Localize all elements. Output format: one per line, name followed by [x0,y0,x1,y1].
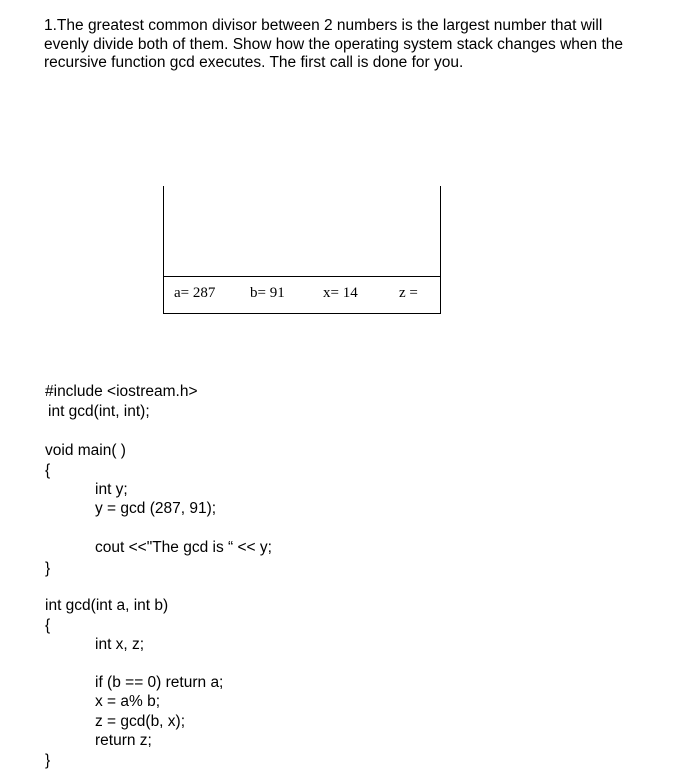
code-main-call: y = gcd (287, 91); [95,500,217,517]
code-gcd-declaration: int x, z; [95,636,145,653]
stack-diagram [163,186,441,314]
code-gcd-signature: int gcd(int a, int b) [45,597,169,614]
code-include: #include <iostream.h> [45,383,198,400]
question-line-2: evenly divide both of them. Show how the operating system stack changes when the [44,35,624,53]
code-gcd-mod: x = a% b; [95,693,161,710]
code-gcd-return: return z; [95,732,152,749]
code-main-declaration: int y; [95,481,128,498]
stack-frame-first-call [163,276,441,314]
stack-value-b: b= 91 [250,285,285,301]
stack-value-x: x= 14 [323,285,358,301]
question-line-3: recursive function gcd executes. The first call is done for you. [44,54,464,71]
stack-value-z: z = [399,285,418,301]
code-main-signature: void main( ) [45,442,126,459]
question-line-1: 1.The greatest common divisor between 2 numbers is the largest number that will [44,17,603,34]
stack-value-a: a= 287 [174,285,216,301]
code-gcd-close-brace: } [45,752,51,769]
code-gcd-recursive-call: z = gcd(b, x); [95,713,186,730]
code-main-open-brace: { [45,462,51,479]
code-gcd-open-brace: { [45,617,51,634]
code-main-cout: cout <<"The gcd is “ << y; [95,539,272,556]
code-main-close-brace: } [45,560,51,577]
code-gcd-if: if (b == 0) return a; [95,674,224,691]
question-text [44,17,684,73]
code-prototype: int gcd(int, int); [48,403,150,420]
